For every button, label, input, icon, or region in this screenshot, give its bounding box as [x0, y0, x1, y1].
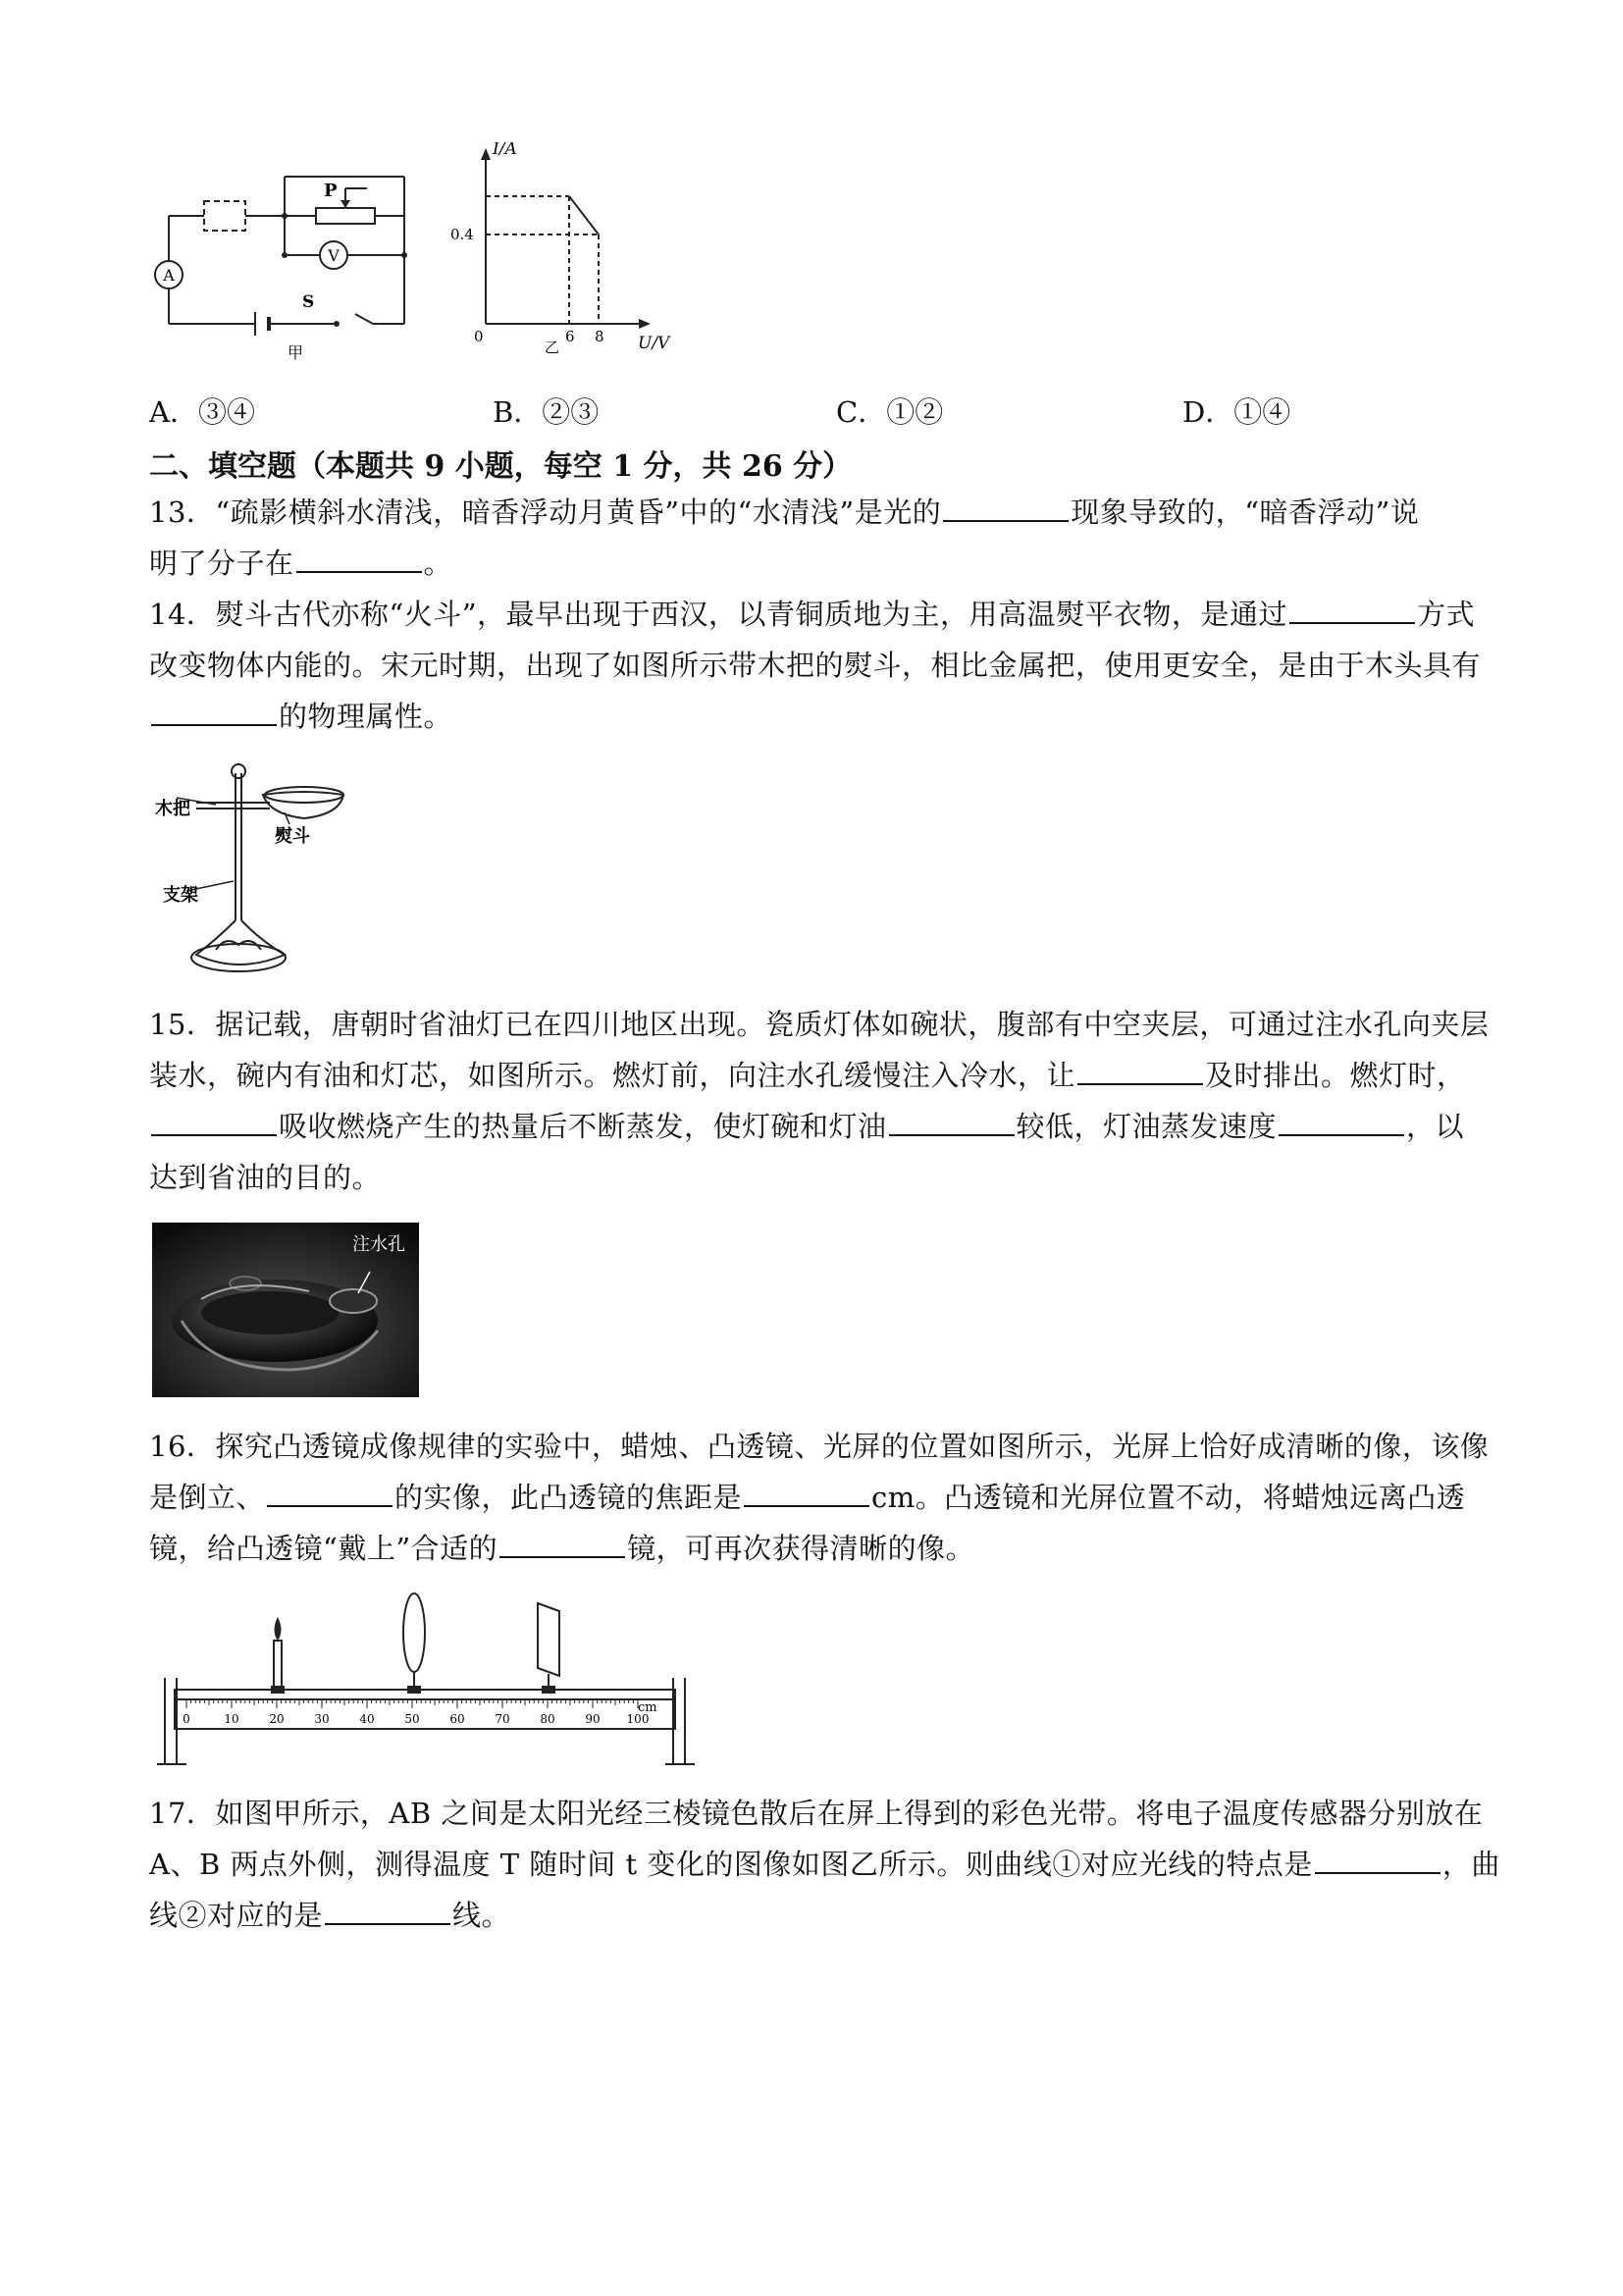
q15-blank-4[interactable] [1279, 1105, 1404, 1136]
bench-tick-label: 40 [359, 1712, 375, 1726]
x-axis-label: U/V [638, 334, 670, 353]
bench-tick-label: 0 [183, 1712, 190, 1726]
bench-tick-label: 70 [495, 1712, 510, 1726]
q14-line1: 14．熨斗古代亦称“火斗”，最早出现于西汉，以青铜质地为主，用高温熨平衣物，是通过 方式 [149, 589, 1475, 640]
q17-line1: 17．如图甲所示，AB 之间是太阳光经三棱镜色散后在屏上得到的彩色光带。将电子温度传感器分别放在 [149, 1797, 1484, 1830]
injection-hole-label: 注水孔 [352, 1234, 405, 1255]
option-b[interactable]: B．②③ [493, 395, 600, 429]
q17-line3: 线②对应的是 线。 [149, 1890, 510, 1941]
bench-tick-label: 20 [269, 1712, 285, 1726]
option-d[interactable]: D．①④ [1182, 395, 1291, 429]
circuit-caption: 甲 [288, 343, 304, 362]
q17-blank-2[interactable] [325, 1894, 450, 1925]
bench-tick-label: 60 [449, 1712, 465, 1726]
origin-label: 0 [474, 328, 484, 345]
q17-blank-1[interactable] [1315, 1843, 1440, 1874]
iron-figure [147, 754, 353, 984]
bench-tick-label: 100 [626, 1712, 650, 1726]
circuit-diagram [147, 167, 422, 378]
q13-line2: 明了分子在 。 [149, 538, 452, 589]
q17-line2: A、B 两点外侧，测得温度 T 随时间 t 变化的图像如图乙所示。则曲线①对应光线的特点是 ，曲 [149, 1839, 1500, 1890]
q13-line1: 13．“疏影横斜水清浅，暗香浮动月黄昏”中的“水清浅”是光的 现象导致的，“暗香浮动”说 [149, 487, 1419, 538]
option-c[interactable]: C．①② [836, 395, 944, 429]
y-axis-label: I/A [493, 142, 517, 159]
option-a[interactable]: A．③④ [149, 395, 255, 429]
q15-line4: 达到省油的目的。 [149, 1161, 382, 1194]
q14-blank-1[interactable] [1289, 593, 1415, 624]
q14-line3: 的物理属性。 [149, 691, 452, 742]
y-tick-0-4: 0.4 [450, 226, 474, 243]
bench-tick-label: 50 [404, 1712, 420, 1726]
iron-stand-label: 支架 [163, 885, 198, 906]
q15-blank-3[interactable] [889, 1105, 1015, 1136]
q16-line1: 16．探究凸透镜成像规律的实验中，蜡烛、凸透镜、光屏的位置如图所示，光屏上恰好成清晰的像，该像 [149, 1430, 1490, 1463]
q15-blank-1[interactable] [1077, 1054, 1203, 1085]
x-tick-8: 8 [595, 328, 604, 345]
bench-tick-label: 10 [224, 1712, 239, 1726]
q16-blank-1[interactable] [267, 1476, 393, 1507]
ammeter-label: A [163, 266, 175, 285]
switch-label: S [302, 292, 315, 312]
voltmeter-label: V [328, 246, 340, 265]
iron-body-label: 熨斗 [275, 826, 310, 847]
q14-blank-2[interactable] [151, 695, 277, 726]
q15-line1: 15．据记载，唐朝时省油灯已在四川地区出现。瓷质灯体如碗状，腹部有中空夹层，可通过注水孔向夹层 [149, 1008, 1490, 1041]
iu-graph [446, 142, 692, 363]
q16-line3: 镜，给凸透镜“戴上”合适的 镜，可再次获得清晰的像。 [149, 1523, 974, 1574]
bench-tick-label: 30 [314, 1712, 330, 1726]
bench-tick-label: 90 [585, 1712, 601, 1726]
slider-label: P [324, 181, 338, 201]
q16-blank-3[interactable] [499, 1527, 625, 1558]
q16-blank-2[interactable] [744, 1476, 869, 1507]
q14-line2: 改变物体内能的。宋元时期，出现了如图所示带木把的熨斗，相比金属把，使用更安全，是由于木头具有 [149, 649, 1482, 682]
graph-caption: 乙 [545, 339, 560, 356]
q15-line2: 装水，碗内有油和灯芯，如图所示。燃灯前，向注水孔缓慢注入冷水，让 及时排出。燃灯时， [149, 1050, 1466, 1101]
q15-blank-2[interactable] [151, 1105, 277, 1136]
bench-unit-label: cm [638, 1700, 657, 1715]
q15-line3: 吸收燃烧产生的热量后不断蒸发，使灯碗和灯油 较低，灯油蒸发速度 ，以 [149, 1101, 1464, 1152]
q16-line2: 是倒立、 的实像，此凸透镜的焦距是 cm。凸透镜和光屏位置不动，将蜡烛远离凸透 [149, 1472, 1465, 1523]
oil-lamp-photo [152, 1223, 419, 1397]
iron-handle-label: 木把 [155, 799, 190, 819]
section-heading: 二、填空题（本题共 9 小题，每空 1 分，共 26 分） [149, 449, 853, 484]
x-tick-6: 6 [565, 328, 575, 345]
bench-tick-label: 80 [540, 1712, 555, 1726]
q13-blank-1[interactable] [943, 491, 1069, 522]
q13-blank-2[interactable] [296, 542, 422, 573]
optical-bench [147, 1592, 707, 1766]
